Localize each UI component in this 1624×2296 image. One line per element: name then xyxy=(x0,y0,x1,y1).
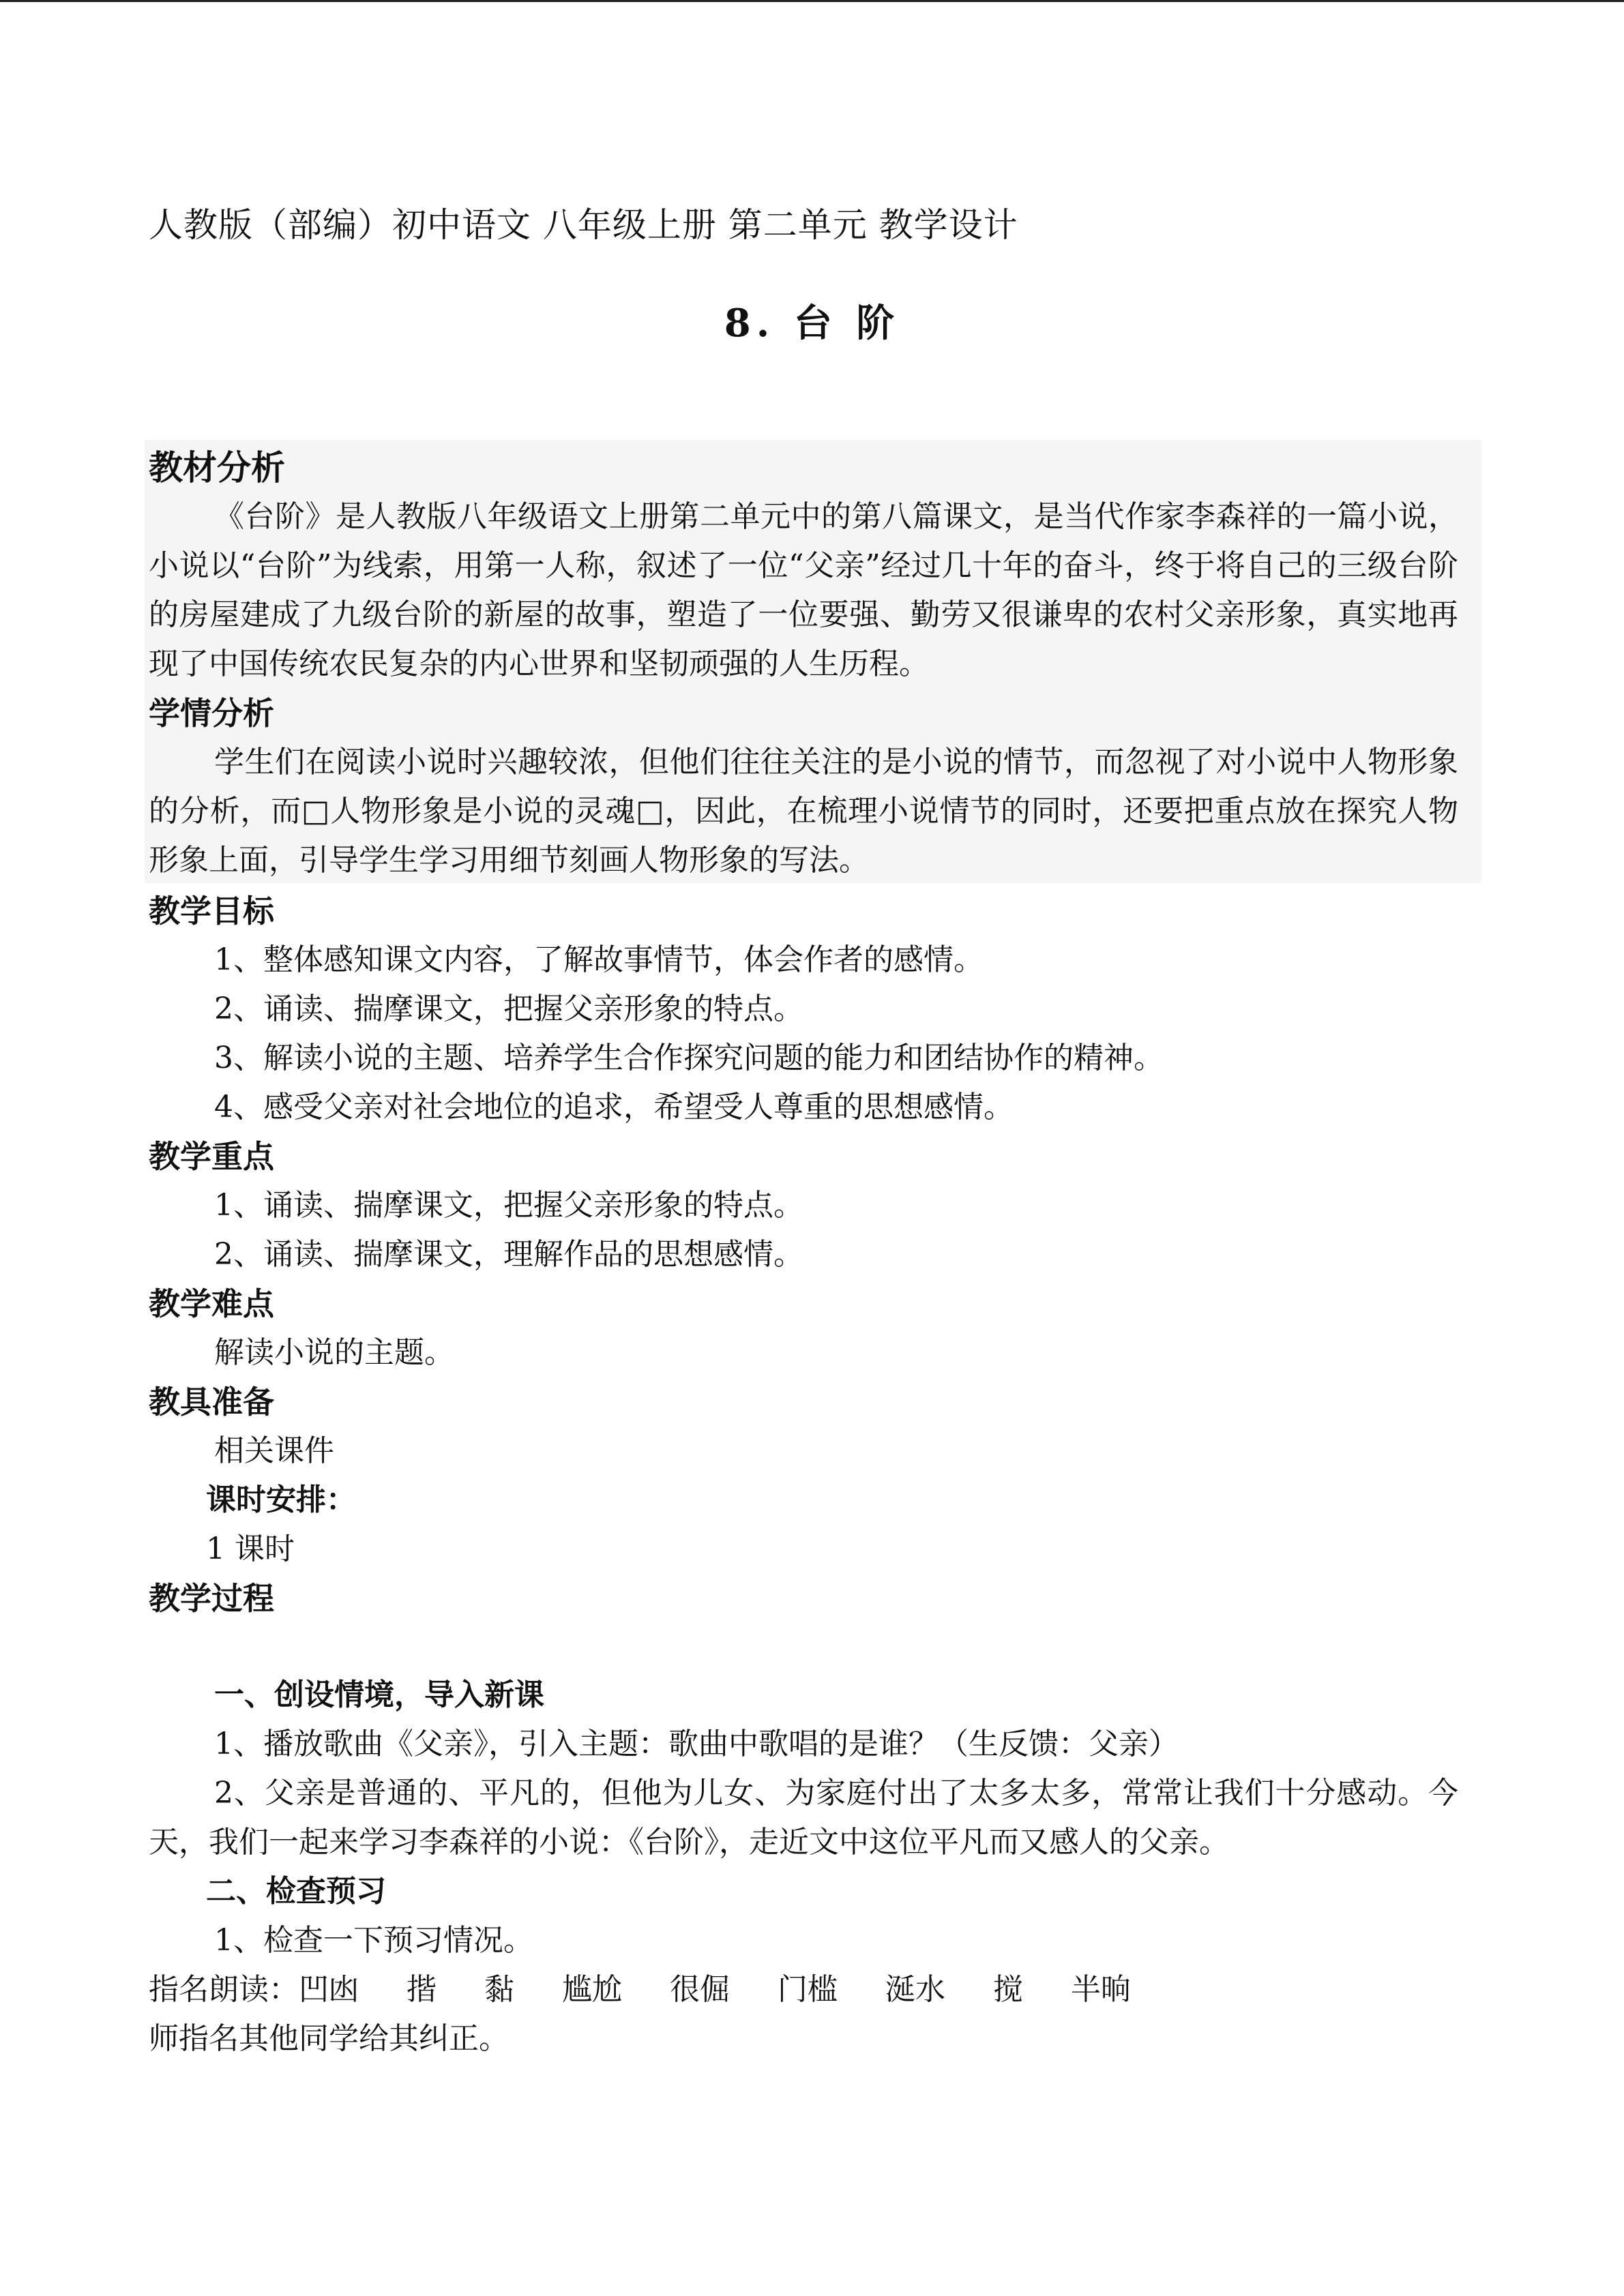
process-part1-heading: 一、创设情境，导入新课 xyxy=(214,1678,544,1712)
textbook-analysis-body: 《台阶》是人教版八年级语文上册第二单元中的第八篇课文，是当代作家李森祥的一篇小说，小说以“台阶”为线索，用第一人称，叙述了一位“父亲”经过几十年的奋斗，终于将自己的三级台阶的房屋建成了九级台阶的新屋的故事，塑造了一位要强、勤劳又很谦卑的农村父亲形象，真实地再现了中国传统农民复杂的内心世界和坚韧顽强的人生历程。 xyxy=(149,499,1458,681)
materials-item: 相关课件 xyxy=(214,1433,334,1468)
process-part1-p1: 1、播放歌曲《父亲》，引入主题：歌曲中歌唱的是谁？（生反馈：父亲） xyxy=(214,1727,1179,1761)
student-analysis-heading: 学情分析 xyxy=(149,695,274,732)
lesson-title: 8. 台 阶 xyxy=(724,301,900,346)
difficulties-heading: 教学难点 xyxy=(149,1285,274,1322)
reading-word: 门槛 xyxy=(778,1972,838,2007)
objectives-block xyxy=(149,886,1458,1623)
reading-word: 揩 xyxy=(407,1972,437,2007)
page-top-border xyxy=(0,0,1624,2)
reading-words-line xyxy=(149,1965,1458,2014)
difficulty-item: 解读小说的主题。 xyxy=(214,1335,454,1370)
process-part2-heading: 二、检查预习 xyxy=(206,1874,386,1909)
schedule-value: 1 课时 xyxy=(206,1532,295,1566)
objective-item: 2、诵读、揣摩课文，把握父亲形象的特点。 xyxy=(214,992,803,1026)
document-header: 人教版（部编）初中语文 八年级上册 第二单元 教学设计 xyxy=(149,205,1018,245)
objectives-heading: 教学目标 xyxy=(149,893,274,929)
reading-word: 半晌 xyxy=(1071,1972,1131,2007)
materials-heading: 教具准备 xyxy=(149,1384,274,1420)
process-part2-closing: 师指名其他同学给其纠正。 xyxy=(149,2021,509,2056)
process-heading: 教学过程 xyxy=(149,1580,274,1617)
objective-item: 4、感受父亲对社会地位的追求，希望受人尊重的思想感情。 xyxy=(214,1090,1014,1124)
reading-word: 涎水 xyxy=(885,1972,945,2007)
process-part1-p2: 2、父亲是普通的、平凡的，但他为儿女、为家庭付出了太多太多，常常让我们十分感动。今天，我们一起来学习李森祥的小说：《台阶》，走近文中这位平凡而又感人的父亲。 xyxy=(149,1776,1458,1860)
schedule-label: 课时安排： xyxy=(206,1482,356,1517)
objective-item: 1、整体感知课文内容，了解故事情节，体会作者的感情。 xyxy=(214,942,984,977)
reading-words-label: 指名朗读： xyxy=(149,1972,299,2007)
analysis-block xyxy=(149,443,1458,885)
reading-word: 尴尬 xyxy=(562,1972,622,2007)
process-block xyxy=(149,1671,1458,2063)
key-points-heading: 教学重点 xyxy=(149,1138,274,1175)
objective-item: 3、解读小说的主题、培养学生合作探究问题的能力和团结协作的精神。 xyxy=(214,1041,1164,1075)
reading-word: 很倔 xyxy=(670,1972,730,2007)
process-part2-p1: 1、检查一下预习情况。 xyxy=(214,1923,533,1958)
key-point-item: 1、诵读、揣摩课文，把握父亲形象的特点。 xyxy=(214,1188,803,1223)
key-point-item: 2、诵读、揣摩课文，理解作品的思想感情。 xyxy=(214,1237,803,1272)
reading-word: 黏 xyxy=(484,1972,514,2007)
textbook-analysis-heading: 教材分析 xyxy=(149,448,285,488)
student-analysis-body: 学生们在阅读小说时兴趣较浓，但他们往往关注的是小说的情节，而忽视了对小说中人物形象的分析，而□人物形象是小说的灵魂□，因此，在梳理小说情节的同时，还要把重点放在探究人物形象上面，引导学生学习用细节刻画人物形象的写法。 xyxy=(149,745,1458,878)
reading-word: 凹凼 xyxy=(299,1972,359,2007)
reading-word: 搅 xyxy=(993,1972,1023,2007)
